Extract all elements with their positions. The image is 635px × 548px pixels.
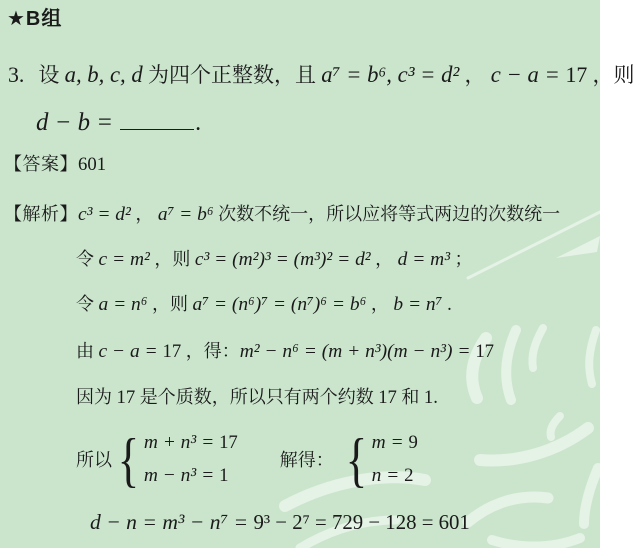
text-segment-math: c = m² [98,249,150,270]
analysis-label: 【解析】 [4,204,78,224]
text-segment-math: c − a = [98,341,163,362]
problem-number: 3. [8,63,25,87]
text-segment-cn: ， [130,204,158,224]
left-brace-symbol: { [345,426,367,493]
text-segment-num: 17 [162,341,182,362]
text-segment-math: m + n³ = [143,432,220,453]
analysis-line2 [76,247,473,273]
text-segment-math: c³ = (m²)³ = (m³)² = d² [194,249,371,270]
text-segment-num: 17 [219,432,238,453]
answer-line [4,152,106,177]
text-segment-num: 17 [475,341,495,362]
problem-statement-line2 [36,106,201,140]
system-solution-2 [372,463,418,489]
text-segment-cn: 和 [396,387,424,407]
text-segment-math: a⁷ = b⁶ [157,204,214,225]
system-equation-1 [144,430,238,456]
text-segment-num: 2 [404,465,414,487]
text-segment-num: 9³ − 2⁷ = 729 − 128 = 601 [253,511,470,534]
equation-system-row [76,426,418,493]
equation-stack [144,430,238,489]
system-mid-label: 解得： [279,449,334,470]
text-segment-math: c − a = [490,62,566,87]
text-segment-cn: ， [366,294,394,314]
text-segment-math: d − n = m³ − n⁷ = [90,510,254,534]
text-segment-cn: 令 [76,294,99,314]
text-segment-cn: ， [370,249,398,269]
analysis-line1-segments [78,204,560,224]
text-segment-cn: 令 [76,249,99,269]
text-segment-num: 17 [378,387,397,408]
solution-stack [372,430,418,489]
text-segment-math: m − n³ = [143,465,220,487]
answer-label: 【答案】 [4,154,78,174]
text-segment-num: 17 [116,387,136,408]
text-segment-math: n = [371,465,405,487]
text-segment-math: d − b = [36,109,120,136]
system-lead-label: 所以 [76,449,112,470]
text-segment-num: 17 [565,63,588,87]
text-segment-num: 1. [423,387,438,408]
final-computation-line [90,508,470,537]
text-segment-math: m² − n⁶ = (m + n³)(m − n³) = [239,341,476,362]
text-segment-cn: 为四个正整数，且 [142,63,322,87]
text-segment-math: a⁷ = b⁶, c³ = d² [321,62,460,87]
text-segment-cn: ； [450,249,473,269]
text-segment-cn: ，则 [147,294,193,314]
system-solution-1 [372,430,418,456]
analysis-line1 [4,202,560,228]
text-segment-num: 9 [408,432,418,453]
problem-statement-segments [38,63,634,87]
text-segment-cn: ，则 [149,249,195,269]
answer-blank-underline [120,106,194,130]
text-segment-cn: ， [459,63,491,87]
text-segment-num: 1 [219,465,229,487]
text-segment-math: m = [371,432,409,453]
text-segment-cn: ，则 [587,63,635,87]
group-heading: ★B组 [7,8,63,30]
answer-value: 601 [78,154,107,175]
problem-statement-line1 [8,60,635,91]
text-segment-cn: ，得： [181,341,240,361]
text-segment-cn: 由 [76,341,99,361]
text-segment-cn: 次数不统一，所以应将等式两边的次数统一 [213,204,561,224]
text-segment-math: b = n⁷ [393,294,443,315]
system-equation-2 [144,463,238,489]
text-segment-math: a⁷ = (n⁶)⁷ = (n⁷)⁶ = b⁶ [192,294,367,315]
text-segment-cn: 是个质数，所以只有两个约数 [135,387,379,407]
text-segment-num: . [442,294,452,315]
left-brace-symbol: { [117,426,140,493]
text-segment-cn: 设 [38,63,65,87]
analysis-line3 [76,292,452,318]
text-segment-math: d = m³ [397,249,451,270]
text-segment-math: c³ = d² [78,204,131,225]
text-segment-cn: 因为 [76,387,117,407]
text-segment-math: a = n⁶ [98,294,148,315]
analysis-line5 [76,385,438,410]
text-segment-math: a, b, c, d [64,62,143,87]
text-segment-num: . [195,110,202,136]
analysis-line4 [76,339,494,365]
